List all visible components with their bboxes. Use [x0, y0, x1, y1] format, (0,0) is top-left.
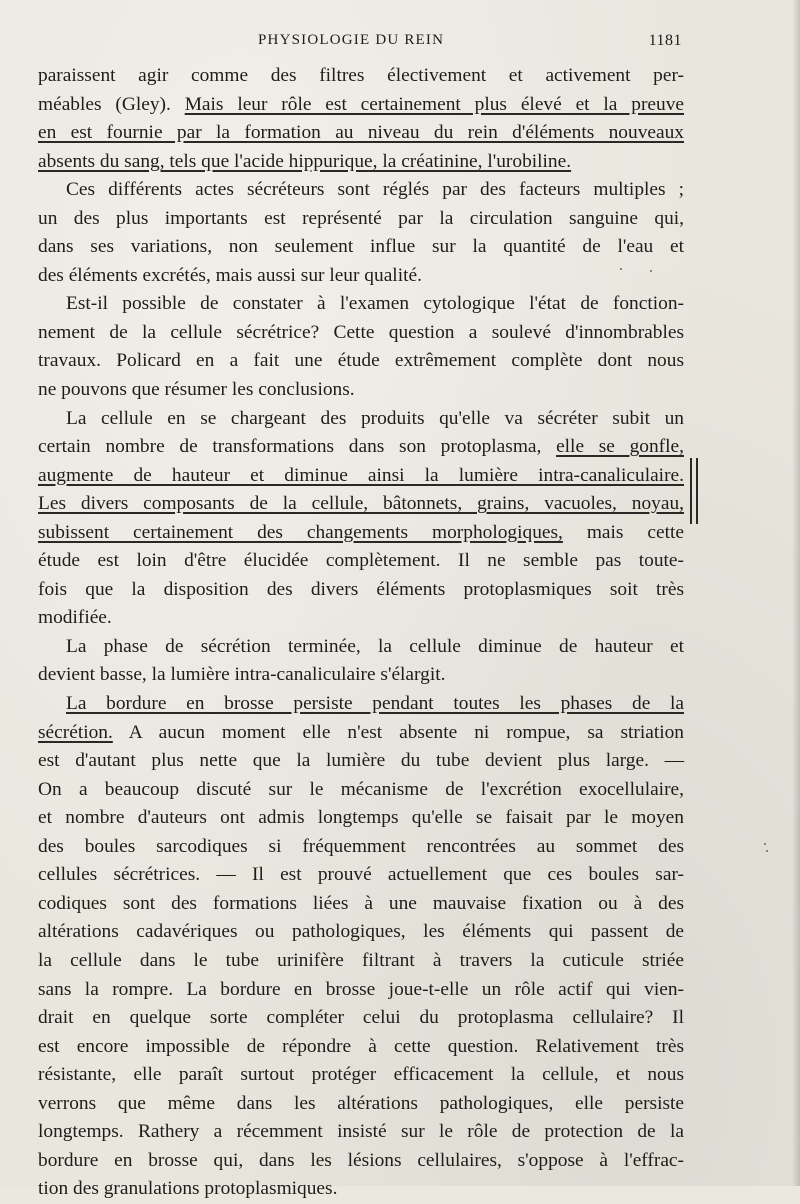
underlined-text: subissent certainement des changements morphologiques, — [38, 521, 563, 543]
text-segment: codiques sont des formations liées à une mauvaise fixation ou à des — [38, 892, 684, 914]
text-segment: la cellule dans le tube urinifère filtrant à travers la cuticule striée — [38, 949, 684, 971]
text-line — [38, 262, 684, 291]
text-line — [38, 290, 684, 319]
text-segment: verrons que même dans les altérations pathologiques, elle persiste — [38, 1092, 684, 1114]
body-text — [38, 62, 684, 1204]
underlined-text: elle se gonfle, — [556, 436, 684, 458]
text-line — [38, 690, 684, 719]
text-line — [38, 661, 684, 690]
underlined-text: Les divers composants de la cellule, bâtonnets, grains, vacuoles, noyau, — [38, 493, 684, 515]
text-line — [38, 890, 684, 919]
text-segment: longtemps. Rathery a récemment insisté sur le rôle de protection de la — [38, 1121, 684, 1143]
text-segment: altérations cadavériques ou pathologiques, les éléments qui passent de — [38, 921, 684, 943]
text-segment: La cellule en se chargeant des produits qu'elle va sécréter subit un — [66, 407, 684, 429]
underlined-text: augmente de hauteur et diminue ainsi la lumière intra-canaliculaire. — [38, 464, 684, 486]
underlined-text: La bordure en brosse persiste pendant toutes les phases de la — [66, 693, 684, 715]
text-segment: méables (Gley). — [38, 93, 185, 115]
text-segment: La phase de sécrétion terminée, la cellule diminue de hauteur et — [66, 635, 684, 657]
text-line — [38, 62, 684, 91]
text-line — [38, 776, 684, 805]
text-line — [38, 462, 684, 491]
text-segment: dans ses variations, non seulement influe sur la quantité de l'eau et — [38, 236, 684, 258]
text-line — [38, 205, 684, 234]
text-line — [38, 719, 684, 748]
underlined-text: sécrétion. — [38, 721, 113, 743]
text-line — [38, 833, 684, 862]
text-line — [38, 490, 684, 519]
text-segment: modifiée. — [38, 607, 112, 629]
text-segment: des éléments excrétés, mais aussi sur leur qualité. — [38, 264, 422, 286]
text-line — [38, 91, 684, 120]
text-line — [38, 519, 684, 548]
text-line — [38, 1118, 684, 1147]
text-line — [38, 1147, 684, 1176]
text-line — [38, 1175, 684, 1204]
text-line — [38, 319, 684, 348]
text-line — [38, 576, 684, 605]
page-number: 1181 — [648, 32, 682, 49]
text-line — [38, 119, 684, 148]
text-segment: ne pouvons que résumer les conclusions. — [38, 379, 355, 401]
paper-speck — [650, 270, 652, 272]
text-segment: nement de la cellule sécrétrice? Cette question a soulevé d'innombrables — [38, 321, 684, 343]
underlined-text: en est fournie par la formation au niveau du rein d'éléments nouveaux — [38, 122, 684, 144]
margin-annotation-marks — [688, 458, 702, 528]
text-segment: sans la rompre. La bordure en brosse joue-t-elle un rôle actif qui vien- — [38, 978, 684, 1000]
text-segment: Ces différents actes sécréteurs sont réglés par des facteurs multiples ; — [66, 179, 684, 201]
text-segment: travaux. Policard en a fait une étude extrêmement complète dont nous — [38, 350, 684, 372]
text-segment: cellules sécrétrices. — Il est prouvé actuellement que ces boules sar- — [38, 864, 684, 886]
text-line — [38, 633, 684, 662]
text-line — [38, 976, 684, 1005]
text-segment: des boules sarcodiques si fréquemment rencontrées au sommet des — [38, 835, 684, 857]
text-segment: mais cette — [562, 521, 684, 543]
text-segment: paraissent agir comme des filtres électivement et activement per- — [38, 65, 684, 86]
text-segment: tion des granulations protoplasmiques. — [38, 1178, 338, 1200]
text-line — [38, 233, 684, 262]
text-line — [38, 547, 684, 576]
text-segment: bordure en brosse qui, dans les lésions cellulaires, s'oppose à l'effrac- — [38, 1149, 684, 1171]
text-segment: A aucun moment elle n'est absente ni rompue, sa striation — [112, 721, 684, 743]
text-segment: étude est loin d'être élucidée complètement. Il ne semble pas toute- — [38, 550, 684, 572]
text-segment: résistante, elle paraît surtout protéger efficacement la cellule, et nous — [38, 1064, 684, 1086]
text-segment: drait en quelque sorte compléter celui du protoplasma cellulaire? Il — [38, 1007, 684, 1029]
text-line — [38, 861, 684, 890]
text-line — [38, 405, 684, 434]
page-header — [40, 30, 682, 54]
text-segment: fois que la disposition des divers éléments protoplasmiques soit très — [38, 578, 684, 600]
text-line — [38, 947, 684, 976]
margin-bar — [690, 458, 692, 524]
page-edge-shadow — [792, 0, 800, 1186]
paper-speck — [620, 268, 622, 270]
text-segment: devient basse, la lumière intra-canaliculaire s'élargit. — [38, 664, 446, 686]
text-line — [38, 1061, 684, 1090]
text-line — [38, 1090, 684, 1119]
text-line — [38, 148, 684, 177]
text-segment: est d'autant plus nette que la lumière du tube devient plus large. — — [38, 750, 684, 772]
text-segment: est encore impossible de répondre à cette question. Relativement très — [38, 1035, 684, 1057]
text-line — [38, 804, 684, 833]
text-segment: On a beaucoup discuté sur le mécanisme de l'excrétion exocellulaire, — [38, 778, 684, 800]
text-line — [38, 1033, 684, 1062]
underlined-text: Mais leur rôle est certainement plus élevé et la preuve — [184, 93, 684, 115]
underlined-text: absents du sang, tels que l'acide hippurique, la créatinine, l'urobiline. — [38, 150, 572, 172]
text-segment: Est-il possible de constater à l'examen cytologique l'état de fonction- — [66, 293, 684, 315]
text-line — [38, 176, 684, 205]
text-line — [38, 1004, 684, 1033]
text-line — [38, 433, 684, 462]
paper-speck — [764, 843, 766, 845]
text-line — [38, 347, 684, 376]
running-title: PHYSIOLOGIE DU REIN — [258, 32, 445, 48]
margin-bar — [696, 458, 698, 524]
text-line — [38, 747, 684, 776]
text-segment: et nombre d'auteurs ont admis longtemps qu'elle se faisait par le moyen — [38, 807, 684, 829]
text-line — [38, 376, 684, 405]
text-segment: un des plus importants est représenté par la circulation sanguine qui, — [38, 207, 684, 229]
text-segment: certain nombre de transformations dans son protoplasma, — [38, 436, 557, 458]
text-line — [38, 918, 684, 947]
paper-speck — [766, 850, 768, 852]
text-line — [38, 604, 684, 633]
